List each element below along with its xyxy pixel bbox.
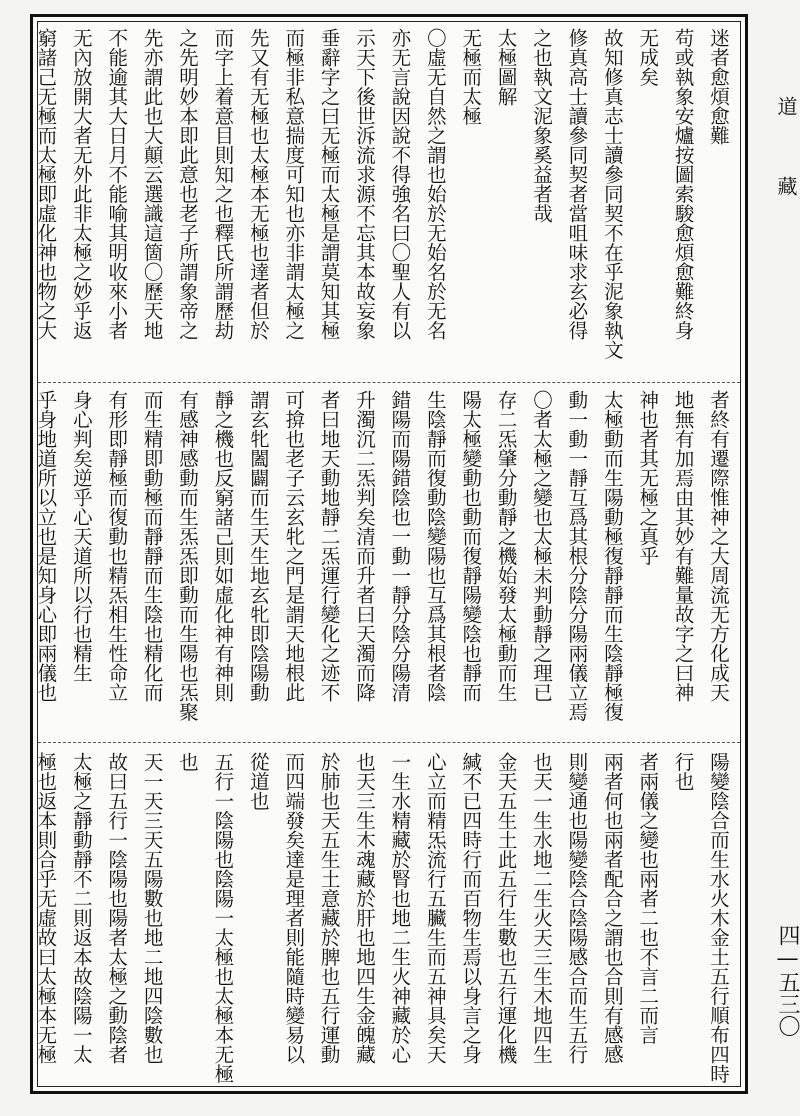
text-column: 者終有遷際惟神之大周流无方化成天 — [707, 390, 730, 702]
register-divider — [38, 382, 740, 383]
text-column: 五行一陰陽也陰陽一太極也太極本无極 — [211, 752, 235, 1084]
text-column: 靜之機也反窮諸己則如虛化神有神則 — [211, 390, 235, 702]
text-column: 苟或執象安爐按圖索駿愈煩愈難終身 — [671, 28, 695, 340]
text-column: 垂辭字之曰无極而太極是謂莫知其極 — [317, 28, 341, 340]
text-block — [34, 21, 741, 1087]
text-column: 也天三生木魂藏於肝也地四生金魄藏 — [353, 752, 376, 1064]
text-column: 身心判矣逆乎心天道所以行也精生 — [69, 390, 93, 683]
text-column: 陽太極變動也動而復靜陽變陰也靜而 — [459, 390, 483, 702]
text-column: 而生精即動極而靜靜而生陰也精化而 — [140, 390, 164, 702]
text-column: 緘不已四時行而百物生焉以身言之身 — [459, 752, 483, 1064]
register-bottom — [34, 746, 740, 1090]
text-column: 動一動一靜互爲其根分陰分陽兩儀立焉 — [565, 390, 589, 722]
text-column: 示天下後世泝流求源不忘其本故妄象 — [353, 28, 376, 340]
text-column: 神也者其无極之真乎 — [636, 390, 660, 566]
text-column: 生陰靜而復動陰變陽也互爲其根者陰 — [423, 390, 447, 702]
text-column: 有感神感動而生炁炁即動而生陽也炁聚 — [176, 390, 199, 722]
collection-label-top: 道 — [774, 96, 798, 116]
text-column: 太極圖解 — [494, 28, 518, 106]
text-column: 而四端發矣達是理者則能隨時變易以 — [282, 752, 306, 1064]
text-column: 故曰五行一陰陽也陽者太極之動陰者 — [105, 752, 129, 1064]
text-column: 錯陽而陽錯陰也一動一靜分陰分陽清 — [388, 390, 412, 702]
text-column: 地無有加焉由其妙有難量故字之曰神 — [671, 390, 695, 702]
text-column: 謂玄牝闔闢而生天生地玄牝即陰陽動 — [246, 390, 270, 702]
text-column: 兩者何也兩者配合之謂也合則有感感 — [600, 752, 624, 1064]
text-column: 窮諸己无極而太極即虛化神也物之大 — [34, 28, 58, 340]
text-column: 〇虛无自然之謂也始於无始名於无名 — [423, 28, 447, 340]
text-column: 无內放開大者无外此非太極之妙乎返 — [69, 28, 93, 340]
text-column: 先又有无極也太極本无極也達者但於 — [246, 28, 270, 340]
text-column: 亦无言說因說不得強名曰〇聖人有以 — [388, 28, 412, 340]
text-column: 從道也 — [246, 752, 270, 811]
register-top — [34, 22, 740, 380]
register-divider — [38, 742, 740, 743]
text-column: 有形即靜極而復動也精炁相生性命立 — [105, 390, 129, 702]
text-column: 者曰地天動地靜二炁運行變化之迹不 — [317, 390, 341, 702]
text-column: 一生水精藏於腎也地二生火神藏於心 — [388, 752, 412, 1064]
text-column: 也天一生水地二生火天三生木地四生 — [530, 752, 553, 1064]
collection-label-bottom: 藏 — [774, 176, 798, 196]
text-column: 不能逾其大日月不能喻其明收來小者 — [105, 28, 129, 340]
text-column: 於肺也天五生土意藏於脾也五行運動 — [317, 752, 341, 1064]
text-column: 无成矣 — [636, 28, 660, 87]
text-column: 先亦謂此也大顛云選識這箇〇歷天地 — [140, 28, 164, 340]
text-column: 天一天三天五陽數也地二地四陰數也 — [140, 752, 164, 1064]
text-column: 行也 — [671, 752, 695, 791]
text-column: 太極動而生陽動極復靜靜而生陰靜極復 — [600, 390, 624, 722]
text-column: 修真高士讀參同契者當咀味求玄必得 — [565, 28, 589, 340]
text-column: 之先明妙本即此意也老子所謂象帝之 — [176, 28, 199, 340]
text-column: 迷者愈煩愈難 — [707, 28, 730, 145]
text-column: 極也返本則合乎无虛故曰太極本无極 — [34, 752, 58, 1064]
text-column: 心立而精炁流行五臟生而五神具矣天 — [423, 752, 447, 1064]
page-frame — [30, 14, 748, 1094]
text-column: 乎身地道所以立也是知身心即兩儀也 — [34, 390, 58, 702]
text-column: 金天五生土此五行生數也五行運化機 — [494, 752, 518, 1064]
text-column: 而字上着意目則知之也釋氏所謂歷劫 — [211, 28, 235, 340]
text-column: 可揜也老子云玄牝之門是謂天地根此 — [282, 390, 306, 702]
text-column: 也 — [176, 752, 199, 772]
text-column: 者兩儀之變也兩者二也不言二而言 — [636, 752, 660, 1045]
text-column: 故知修真志士讀參同契不在乎泥象執文 — [600, 28, 624, 360]
text-column: 而極非私意揣度可知也亦非謂太極之 — [282, 28, 306, 340]
page-number: 四—五三〇 — [775, 924, 800, 1037]
register-middle — [34, 384, 740, 740]
text-column: 之也執文泥象奚益者哉 — [530, 28, 553, 223]
text-column: 升濁沉二炁判矣清而升者曰天濁而降 — [353, 390, 376, 702]
text-column: 陽變陰合而生水火木金土五行順布四時 — [707, 752, 730, 1084]
text-column: 存二炁肇分動靜之機始發太極動而生 — [494, 390, 518, 702]
text-column: 〇者太極之變也太極未判動靜之理已 — [530, 390, 553, 702]
text-column: 則變通也陽變陰合陰陽感合而生五行 — [565, 752, 589, 1064]
text-column: 太極之靜動靜不二則返本故陰陽一太 — [69, 752, 93, 1064]
text-column: 无極而太極 — [459, 28, 483, 126]
